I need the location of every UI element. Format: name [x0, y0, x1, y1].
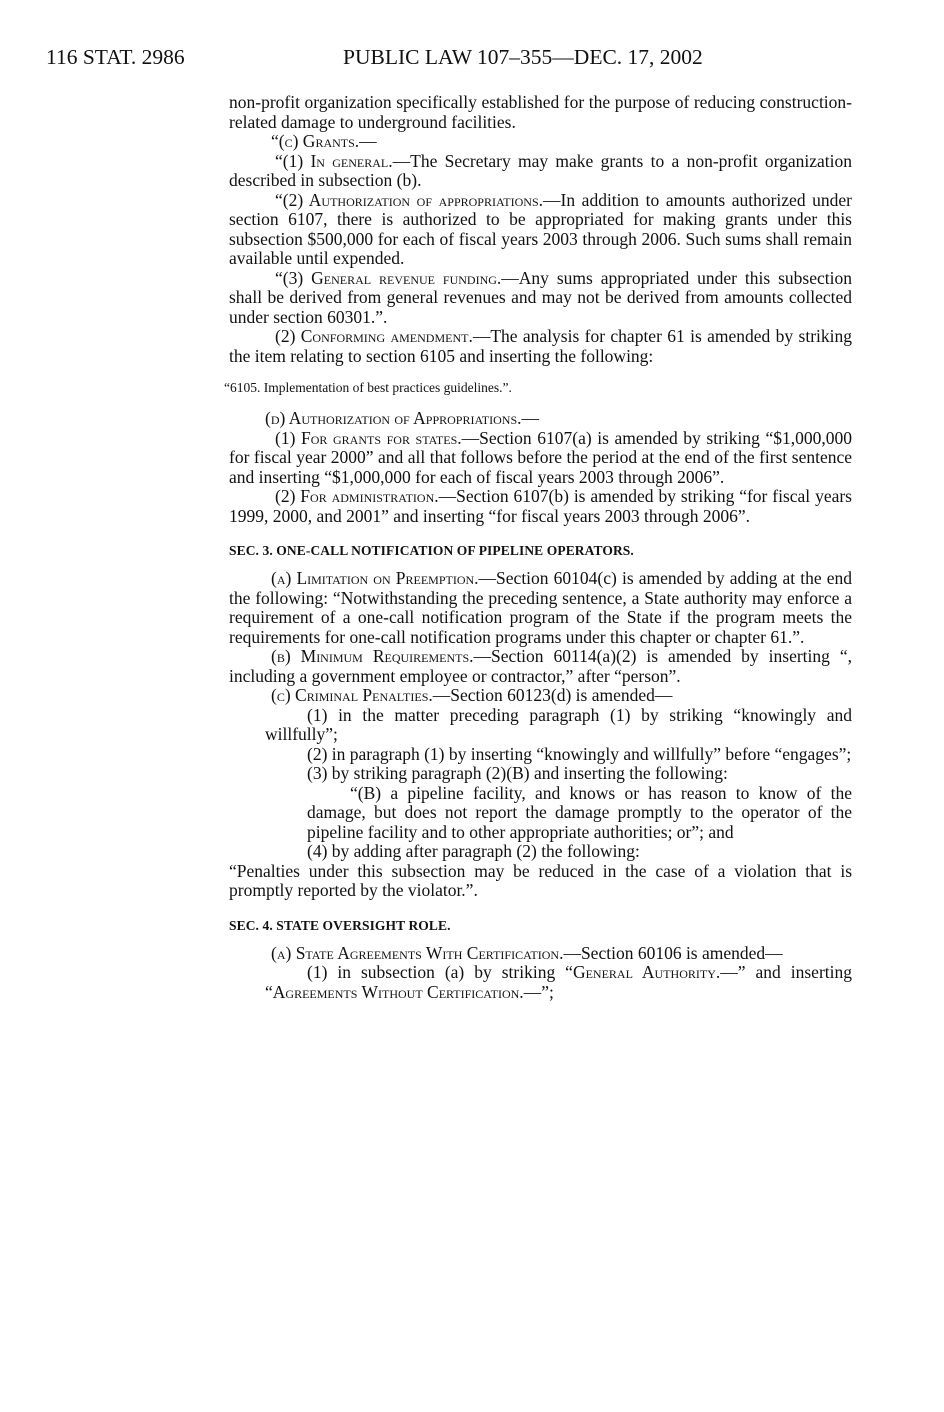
law-reference: PUBLIC LAW 107–355—DEC. 17, 2002: [343, 45, 703, 69]
section-3c-item-3-text: (3) by striking paragraph (2)(B) and inserting the following:: [307, 763, 728, 783]
section-4a-item-1-pre: (1) in subsection (a) by striking “: [307, 962, 573, 982]
paragraph-c1-text: —The Secretary may make grants to a non-profit organization described in subsection (b).: [229, 150, 852, 190]
section-3c-item-3-quote-text: “(B) a pipeline facility, and knows or has reason to know of the damage, but does not report the damage promptly to the operator of the pipeline facility and to other appropriate authorities; or”; and: [307, 782, 852, 842]
section-4-heading: SEC. 4. STATE OVERSIGHT ROLE.: [229, 917, 451, 933]
paragraph-c3-text: —Any sums appropriated under this subsection shall be derived from general revenues and may not be derived from amounts collected under section 60301.”.: [229, 267, 852, 327]
section-3c-item-3-quote: [229, 784, 852, 843]
document-body: [224, 92, 853, 1002]
subsection-d-heading-text: (d) Authorization of Appropriations.—: [265, 408, 540, 428]
paragraph-d2-heading: (2) For administration.: [275, 486, 439, 506]
section-4a-heading: (a) State Agreements With Certification.: [271, 942, 564, 963]
section-3c-heading: (c) Criminal Penalties.: [271, 685, 433, 705]
paragraph-d2: [229, 487, 852, 526]
section-3-heading: SEC. 3. ONE-CALL NOTIFICATION OF PIPELINE OPERATORS.: [229, 543, 634, 558]
section-4a-item-1: [229, 963, 852, 1002]
paragraph-d2-text: —Section 6107(b) is amended by striking “for fiscal years 1999, 2000, and 2001” and inserting “for fiscal years 2003 through 2006”.: [229, 486, 852, 526]
section-3c: [229, 686, 852, 706]
section-4a-item-1-mid: ” and inserting “: [265, 962, 853, 1002]
section-3b-heading: (b) Minimum Requirements.: [271, 646, 474, 666]
section-3a-text: —Section 60104(c) is amended by adding at the end the following: “Notwithstanding the preceding sentence, a State authority may enforce a requirement of a one-call notification program of the State if the program meets the requirements for one-call notification programs under this chapter or chapter 61.”.: [229, 568, 852, 647]
running-header: [46, 42, 746, 72]
section-3a-heading: (a) Limitation on Preemption.: [271, 568, 479, 588]
section-4a-item-1-post: ”;: [541, 981, 554, 1002]
section-3c-item-4-text: (4) by adding after paragraph (2) the following:: [307, 841, 640, 861]
section-3c-item-1-text: (1) in the matter preceding paragraph (1) by striking “knowingly and willfully”;: [265, 704, 852, 744]
section-3b: [229, 647, 852, 686]
paragraph-c2: [229, 191, 852, 269]
paragraph-c1: [229, 152, 852, 191]
conforming-amendment-text: —The analysis for chapter 61 is amended by striking the item relating to section 6105 and inserting the following:: [229, 326, 853, 366]
page-reference: 116 STAT. 2986: [46, 45, 185, 69]
section-3c-item-3: [229, 764, 852, 784]
section-3c-item-4-quote-text: “Penalties under this subsection may be reduced in the case of a violation that is promptly reported by the violator.”.: [229, 860, 852, 900]
section-3c-item-1: [229, 706, 852, 745]
subsection-d-heading: [229, 409, 852, 429]
section-3c-text: —Section 60123(d) is amended—: [432, 685, 673, 705]
subsection-c-heading: [229, 132, 852, 152]
section-4a-text: —Section 60106 is amended—: [563, 942, 783, 963]
paragraph-c2-heading: “(2) Authorization of appropriations.: [275, 189, 544, 210]
paragraph-d1-heading: (1) For grants for states.: [275, 427, 462, 448]
subsection-c-heading-text: “(c) Grants.—: [271, 131, 377, 151]
table-of-sections-item: “6105. Implementation of best practices guidelines.”.: [224, 380, 512, 395]
section-3b-text: —Section 60114(a)(2) is amended by inserting “, including a government employee or contractor,” after “person”.: [229, 646, 853, 686]
paragraph-d1: [229, 429, 852, 488]
section-3c-item-4-quote: [229, 862, 852, 901]
paragraph-continuation: non-profit organization specifically established for the purpose of reducing construction-related damage to underground facilities.: [229, 92, 852, 132]
paragraph-d1-text: —Section 6107(a) is amended by striking “$1,000,000 for fiscal year 2000” and all that follows before the period at the end of the first sentence and inserting “$1,000,000 for each of fiscal years 2003 through 2006”.: [229, 427, 852, 487]
section-3c-item-2-text: (2) in paragraph (1) by inserting “knowingly and willfully” before “engages”;: [307, 743, 852, 764]
section-3a: [229, 569, 852, 647]
section-4a-item-1-term1: General Authority.—: [572, 962, 738, 982]
section-3c-item-4: [229, 842, 852, 862]
paragraph-c1-heading: “(1) In general.: [275, 150, 393, 171]
section-3c-item-2: [229, 745, 852, 765]
paragraph-c3: [229, 269, 852, 328]
paragraph-c2-text: —In addition to amounts authorized under section 6107, there is authorized to be appropriated for making grants under this subsection $500,000 for each of fiscal years 2003 through 2006. Such sums shall remain available until expended.: [229, 189, 852, 268]
conforming-amendment: [229, 327, 852, 366]
section-4a: [229, 944, 852, 964]
paragraph-c3-heading: “(3) General revenue funding.: [275, 267, 502, 288]
section-4a-item-1-term2: Agreements Without Certification.—: [272, 981, 542, 1002]
conforming-amendment-heading: (2) Conforming amendment.: [275, 326, 473, 346]
